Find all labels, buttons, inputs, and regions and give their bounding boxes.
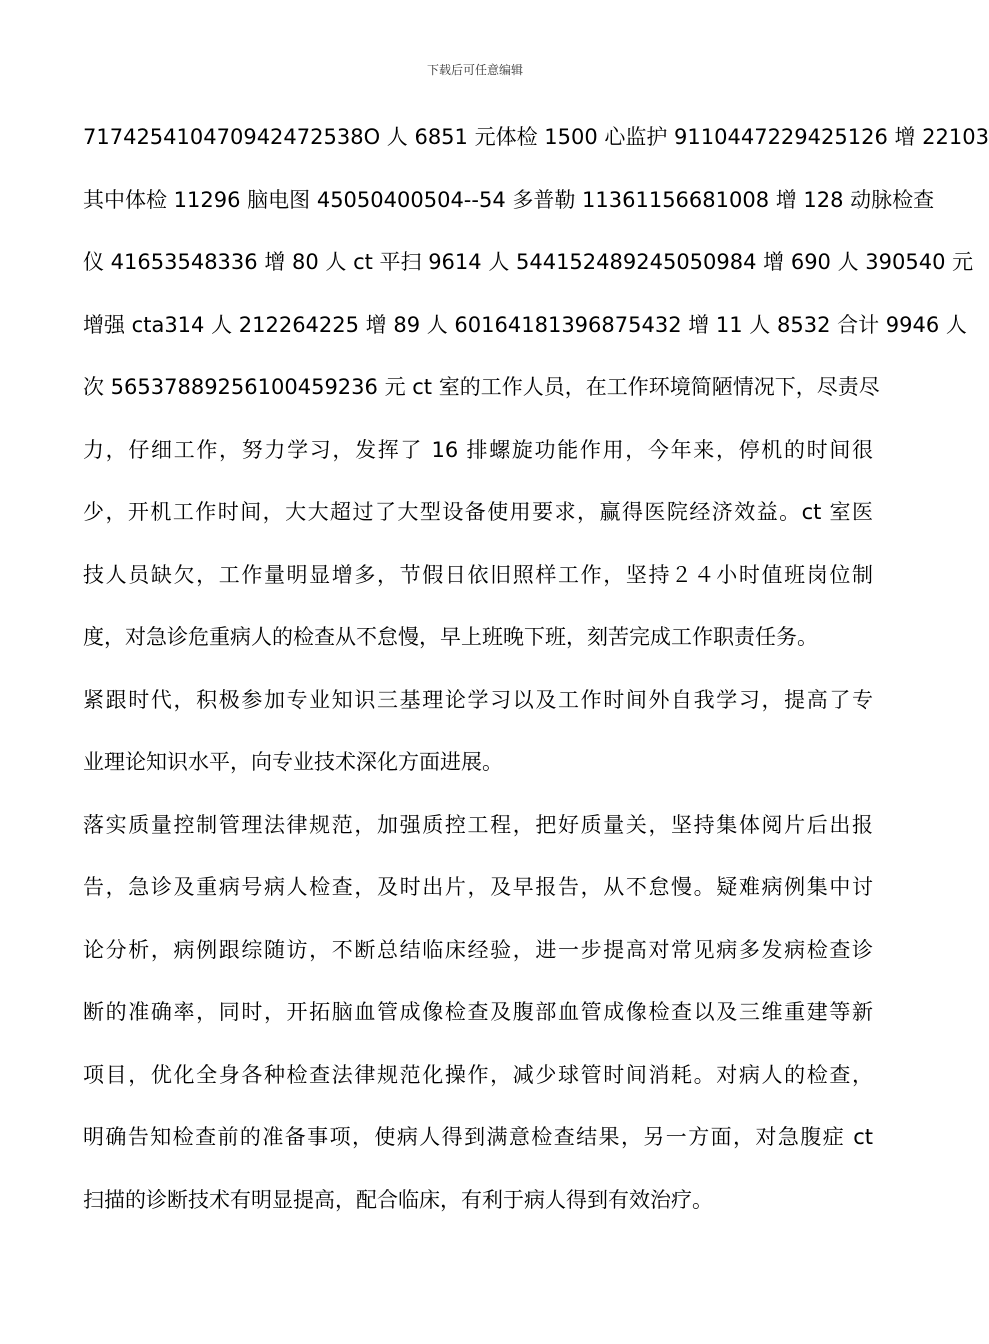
text-line: 力，仔细工作，努力学习，发挥了 16 排螺旋功能作用，今年来，停机的时间很 [83, 437, 873, 462]
text-line: 告，急诊及重病号病人检查，及时出片，及早报告，从不怠慢。疑难病例集中讨 [83, 875, 873, 899]
text-line: 扫描的诊断技术有明显提高，配合临床，有利于病人得到有效治疗。 [83, 1187, 713, 1212]
page-header: 下载后可任意编辑 [426, 63, 523, 77]
text-line: 落实质量控制管理法律规范，加强质控工程，把好质量关，坚持集体阅片后出报 [83, 812, 873, 837]
paragraph-study [83, 679, 873, 804]
text-line: 技人员缺欠，工作量明显增多，节假日依旧照样工作，坚持２４小时值班岗位制 [83, 562, 873, 587]
paragraph-stats [83, 116, 989, 679]
text-line: 业理论知识水平，向专业技术深化方面进展。 [83, 750, 503, 774]
text-line: 少，开机工作时间，大大超过了大型设备使用要求，赢得医院经济效益。ct 室医 [83, 500, 873, 524]
text-line: 明确告知检查前的准备事项，使病人得到满意检查结果，另一方面，对急腹症 ct [83, 1125, 873, 1149]
text-line: 717425410470942472538O 人 6851 元体检 1500 心监护 9110447229425126 增 22103 [83, 125, 989, 149]
text-line: 仪 41653548336 增 80 人 ct 平扫 9614 人 544152489245050984 增 690 人 390540 元 [83, 250, 974, 274]
text-line: 度，对急诊危重病人的检查从不怠慢，早上班晚下班，刻苦完成工作职责任务。 [83, 625, 818, 649]
document-body [83, 116, 989, 1241]
text-line: 增强 cta314 人 212264225 增 89 人 60164181396875432 增 11 人 8532 合计 9946 人 [83, 312, 967, 337]
text-line: 项目，优化全身各种检查法律规范化操作，减少球管时间消耗。对病人的检查， [83, 1062, 873, 1087]
text-line: 其中体检 11296 脑电图 45050400504--54 多普勒 11361156681008 增 128 动脉检查 [83, 187, 935, 212]
text-line: 断的准确率，同时，开拓脑血管成像检查及腹部血管成像检查以及三维重建等新 [83, 1000, 873, 1024]
text-line: 次 5653788925610045923​6 元 ct 室的工作人员，在工作环境简陋情况下，尽责尽 [83, 375, 880, 399]
paragraph-quality [83, 804, 873, 1242]
text-line: 论分析，病例跟综随访，不断总结临床经验，进一步提高对常见病多发病检查诊 [83, 937, 873, 962]
text-line: 紧跟时代，积极参加专业知识三基理论学习以及工作时间外自我学习，提高了专 [83, 687, 873, 712]
